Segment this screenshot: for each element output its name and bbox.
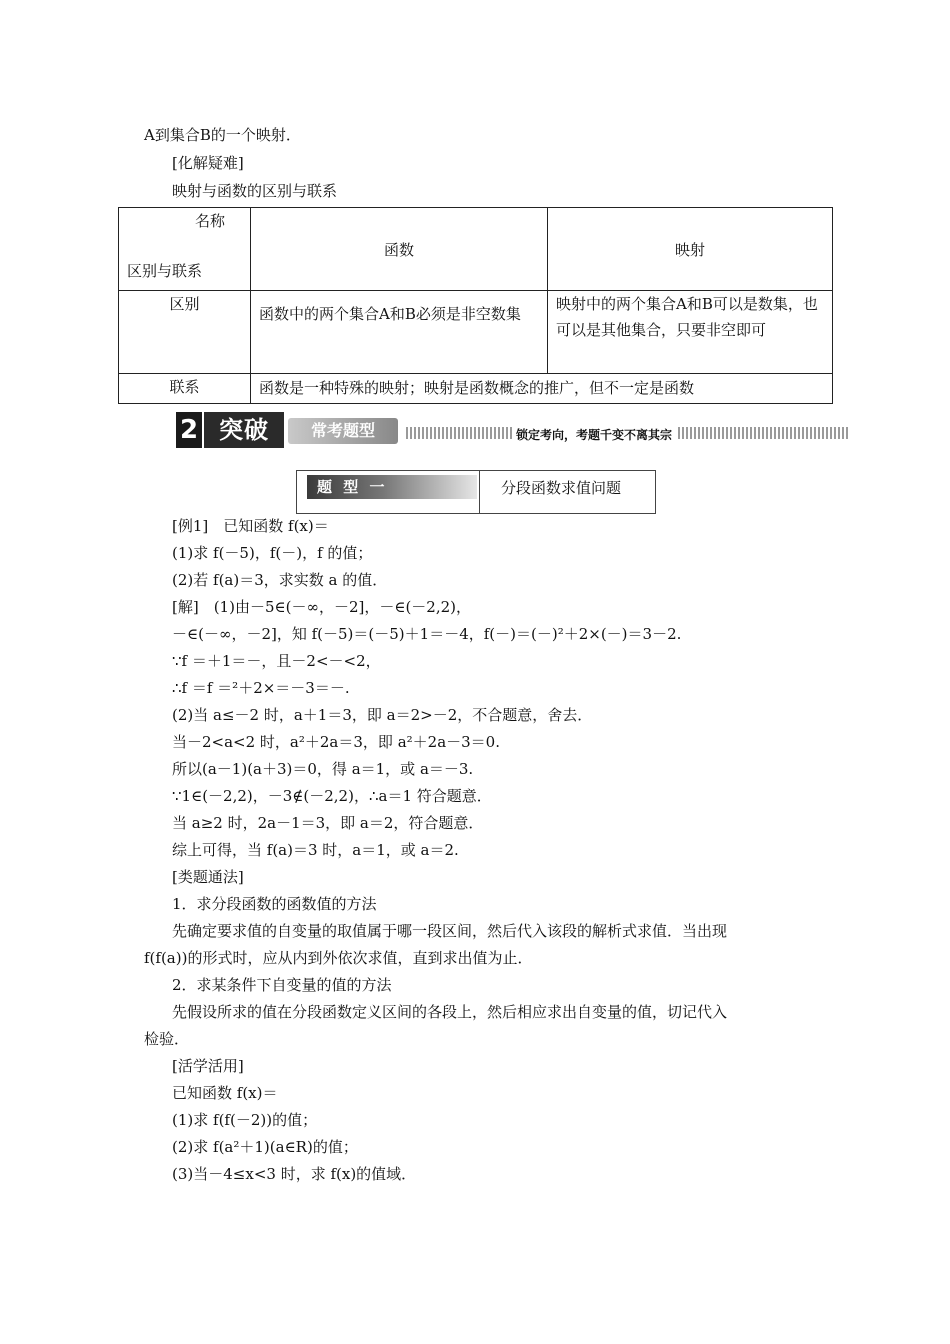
text-line: 已知函数 f(x)＝ xyxy=(172,1084,278,1102)
text-line: [活学活用] xyxy=(172,1057,244,1075)
comparison-table xyxy=(118,207,833,404)
text-line: (3)当－4≤x<3 时，求 f(x)的值域． xyxy=(172,1165,417,1183)
topic-box xyxy=(296,470,656,514)
text-line: ∴f ＝f ＝²＋2×＝－3＝－. xyxy=(172,679,350,697)
text-line: (1)求 f(f(－2))的值； xyxy=(172,1111,318,1129)
text-line: 当－2<a<2 时，a²＋2a＝3，即 a²＋2a－3＝0. xyxy=(172,733,500,751)
text-line: 当 a≥2 时，2a－1＝3，即 a＝2，符合题意． xyxy=(172,814,484,832)
header-function: 函数 xyxy=(251,208,548,291)
text-line: (2)求 f(a²＋1)(a∈R)的值； xyxy=(172,1138,358,1156)
text-line: 2．求某条件下自变量的值的方法 xyxy=(172,976,392,994)
text-line: f(f(a))的形式时，应从内到外依次求值，直到求出值为止． xyxy=(144,949,533,967)
banner-tagline: 锁定考向，考题千变不离其宗 xyxy=(512,427,676,443)
cell-mapping-difference: 映射中的两个集合A和B可以是数集，也可以是其他集合，只要非空即可 xyxy=(548,291,833,374)
header-top-label: 名称 xyxy=(195,212,226,230)
header-bottom-label: 区别与联系 xyxy=(127,262,203,280)
text-line: 检验． xyxy=(144,1030,190,1048)
topic-title: 分段函数求值问题 xyxy=(501,479,622,497)
text-line: 1．求分段函数的函数值的方法 xyxy=(172,895,377,913)
text-line: (1)求 f(－5)，f(－)，f 的值； xyxy=(172,544,373,562)
text-line: 先确定要求值的自变量的取值属于哪一段区间，然后代入该段的解析式求值．当出现 xyxy=(172,922,728,940)
row-label-difference: 区别 xyxy=(119,291,251,374)
banner-subtitle: 常考题型 xyxy=(288,418,398,444)
cell-connection: 函数是一种特殊的映射；映射是函数概念的推广，但不一定是函数 xyxy=(251,374,833,404)
topic-divider xyxy=(479,471,480,513)
row-label-connection: 联系 xyxy=(119,374,251,404)
text-line: ∵f ＝＋1＝－，且－2<－<2， xyxy=(172,652,381,670)
text-line: [解] (1)由－5∈(－∞，－2]，－∈(－2,2)， xyxy=(172,598,472,616)
intro-line: A到集合B的一个映射． xyxy=(144,126,301,144)
text-line: 所以(a－1)(a＋3)＝0，得 a＝1，或 a＝－3. xyxy=(172,760,474,778)
banner-number: 2 xyxy=(176,412,202,448)
section-tag: [化解疑难] xyxy=(172,154,244,172)
text-line: －∈(－∞，－2]，知 f(－5)＝(－5)＋1＝－4，f(－)＝(－)²＋2×(－)＝3－2. xyxy=(172,625,682,643)
table-header-corner xyxy=(119,208,251,291)
text-line: [类题通法] xyxy=(172,868,244,886)
banner-title: 突破 xyxy=(204,412,284,448)
text-line: [例1] 已知函数 f(x)＝ xyxy=(172,517,329,535)
cell-function-difference: 函数中的两个集合A和B必须是非空数集 xyxy=(251,291,548,374)
text-line: 先假设所求的值在分段函数定义区间的各段上，然后相应求出自变量的值，切记代入 xyxy=(172,1003,728,1021)
text-line: ∵1∈(－2,2)，－3∉(－2,2)，∴a＝1 符合题意． xyxy=(172,787,492,805)
section-heading: 映射与函数的区别与联系 xyxy=(172,182,338,200)
section-banner xyxy=(176,410,848,450)
text-line: 综上可得，当 f(a)＝3 时，a＝1，或 a＝2. xyxy=(172,841,459,859)
topic-label: 题 型 一 xyxy=(307,475,477,499)
text-line: (2)当 a≤－2 时，a＋1＝3，即 a＝2>－2，不合题意，舍去． xyxy=(172,706,593,724)
text-line: (2)若 f(a)＝3，求实数 a 的值． xyxy=(172,571,388,589)
header-mapping: 映射 xyxy=(548,208,833,291)
